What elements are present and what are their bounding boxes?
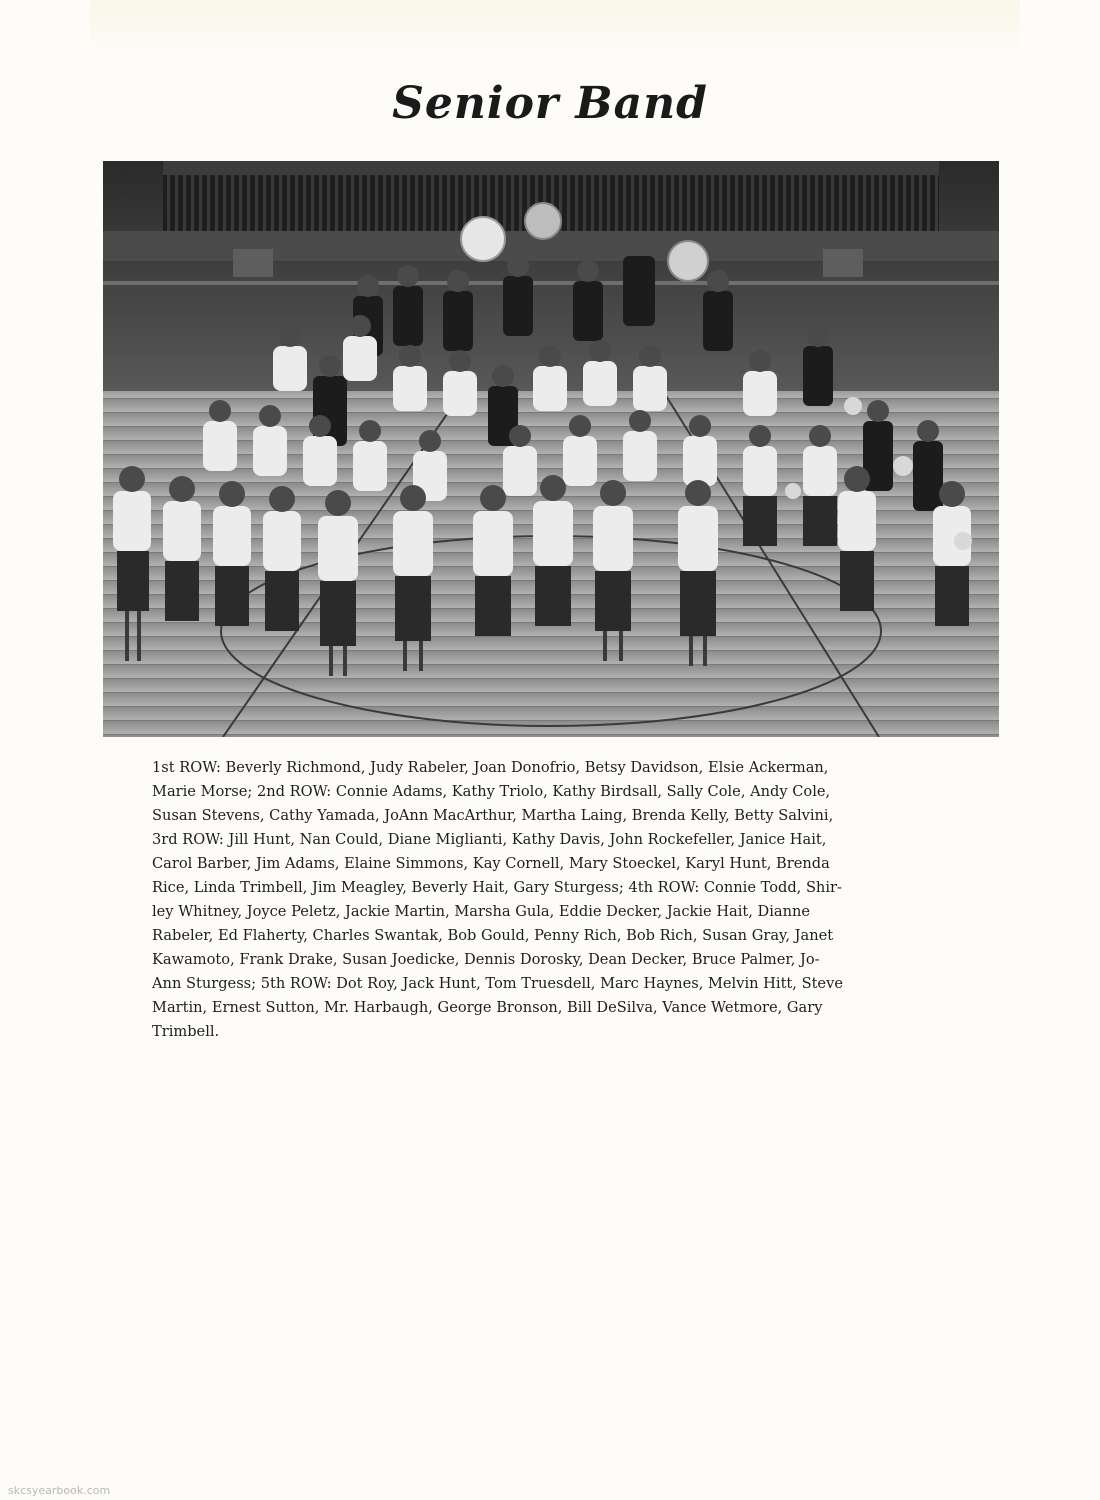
page-title: Senior Band [392, 78, 708, 129]
caption-line: ley Whitney, Joyce Peletz, Jackie Martin, Marsha Gula, Eddie Decker, Jackie Hait, Dianne [152, 903, 811, 920]
caption-line: Carol Barber, Jim Adams, Elaine Simmons, Kay Cornell, Mary Stoeckel, Karyl Hunt, Brenda [152, 855, 830, 872]
paper-tint [90, 0, 1020, 60]
photo-caption [152, 756, 956, 1044]
caption-line: Rabeler, Ed Flaherty, Charles Swantak, Bob Gould, Penny Rich, Bob Rich, Susan Gray, Janet [152, 927, 834, 944]
caption-line: 3rd ROW: Jill Hunt, Nan Could, Diane Miglianti, Kathy Davis, John Rockefeller, Janice Hait, [152, 831, 827, 848]
caption-line: Ann Sturgess; 5th ROW: Dot Roy, Jack Hunt, Tom Truesdell, Marc Haynes, Melvin Hitt, Steve [152, 975, 843, 992]
caption-line: Martin, Ernest Sutton, Mr. Harbaugh, George Bronson, Bill DeSilva, Vance Wetmore, Gary [152, 999, 823, 1016]
site-watermark: skcsyearbook.com [8, 1484, 111, 1497]
caption-line: Kawamoto, Frank Drake, Susan Joedicke, Dennis Dorosky, Dean Decker, Bruce Palmer, Jo- [152, 951, 820, 968]
band-photo-illustration [103, 161, 999, 737]
caption-line: Trimbell. [152, 1023, 220, 1040]
caption-line: 1st ROW: Beverly Richmond, Judy Rabeler, Joan Donofrio, Betsy Davidson, Elsie Ackerman, [152, 759, 829, 776]
caption-line: Susan Stevens, Cathy Yamada, JoAnn MacArthur, Martha Laing, Brenda Kelly, Betty Salvini, [152, 807, 834, 824]
band-group-photo [103, 161, 999, 737]
caption-line: Marie Morse; 2nd ROW: Connie Adams, Kathy Triolo, Kathy Birdsall, Sally Cole, Andy Cole, [152, 783, 831, 800]
caption-line: Rice, Linda Trimbell, Jim Meagley, Beverly Hait, Gary Sturgess; 4th ROW: Connie Todd, Shir- [152, 879, 842, 896]
